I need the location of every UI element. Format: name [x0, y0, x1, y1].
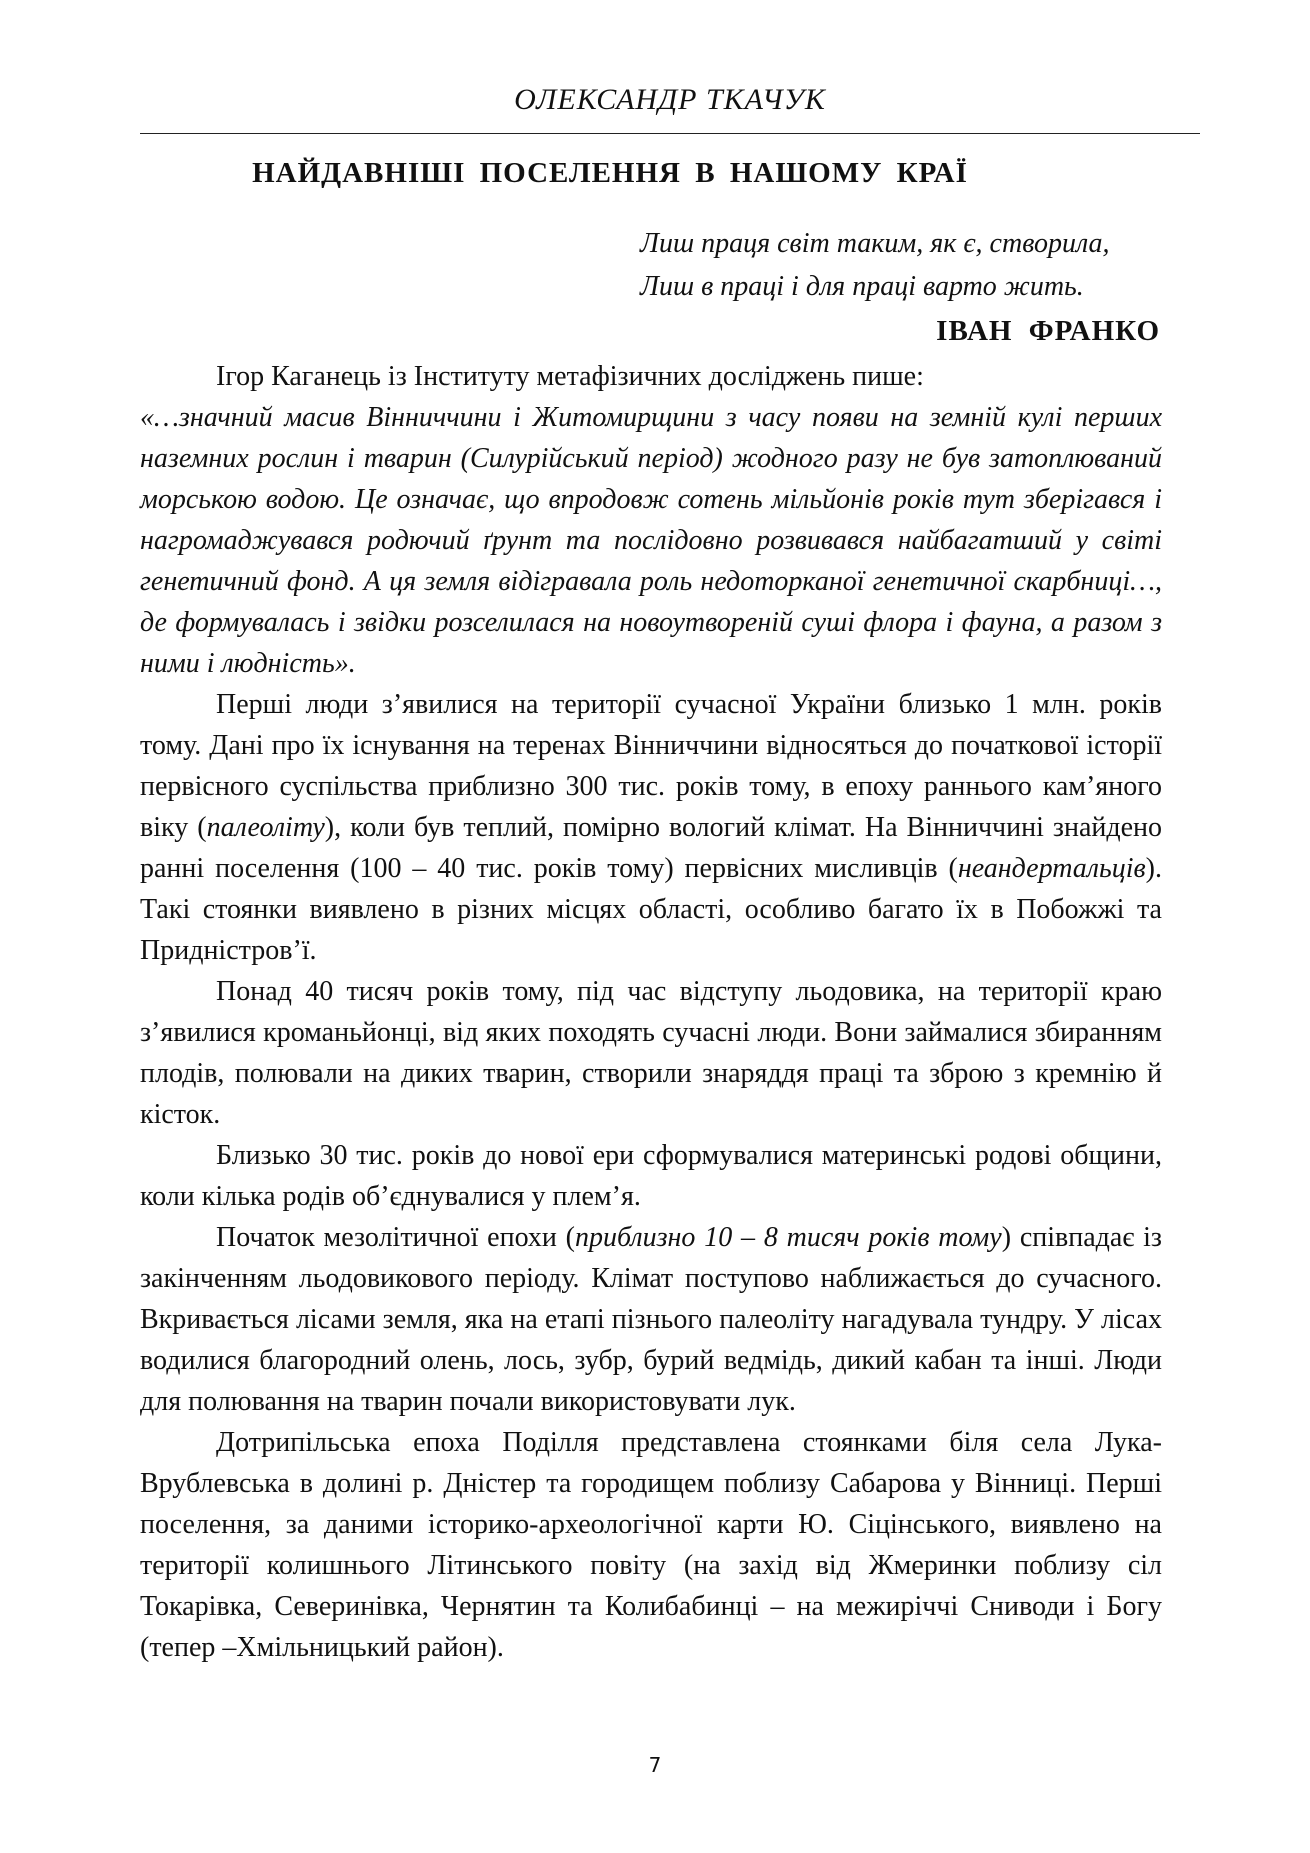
- paragraph-quote: «…значний масив Вінниччини і Житомирщини з часу появи на земній кулі перших наземних рослин і тварин (Силурійський період) жодного разу не був затоплюваний морською водою. Це означає, що впродовж сотень мільйонів років тут зберігався і нагромаджувався родючий ґрунт та послідовно розвивався найбагатший у світі генетичний фонд. А ця земля відігравала роль недоторканої генетичної скарбниці…, де формувалась і звідки розселилася на новоутвореній суші флора і фауна, а разом з ними і людність».: [140, 402, 1162, 679]
- paragraph-text-segment: ). Такі стоянки виявлено в різних місцях області, особливо багато їх в Побожжі та Придністров’ї.: [140, 853, 1162, 966]
- italic-term-dating: приблизно 10 – 8 тисяч років тому: [575, 1222, 1002, 1253]
- paragraph-intro: Ігор Каганець із Інституту метафізичних досліджень пише:: [216, 361, 924, 392]
- header-rule: [140, 133, 1200, 134]
- epigraph: [640, 222, 1160, 353]
- running-head-author: ОЛЕКСАНДР ТКАЧУК: [514, 83, 826, 116]
- paragraph-cro-magnons: Понад 40 тисяч років тому, під час відступу льодовика, на території краю з’явилися кроманьйонці, від яких походять сучасні люди. Вони займалися збиранням плодів, полювали на диких тварин, створили знаряддя праці та зброю з кремнію й кісток.: [140, 976, 1162, 1130]
- paragraph-first-people: [140, 684, 1162, 971]
- epigraph-line-2: Лиш в праці і для праці варто жить.: [640, 271, 1084, 302]
- paragraph-text-segment: ), коли був теплий, помірно вологий клімат. На Вінниччині знайдено ранні поселення (100 – 40 тис. років тому) первісних мисливців (: [140, 812, 1163, 884]
- paragraph-pre-trypillia: Дотрипільська епоха Поділля представлена стоянками біля села Лука-Врублевська в долині р. Дністер та городищем поблизу Сабарова у Вінниці. Перші поселення, за даними історико-археологічної карти Ю. Сіцінського, виявлено на території колишнього Літинського повіту (на захід від Жмеринки поблизу сіл Токарівка, Северинівка, Чернятин та Колибабинці – на межиріччі Сниводи і Богу (тепер –Хмільницький район).: [140, 1427, 1162, 1663]
- chapter-title: НАЙДАВНІШІ ПОСЕЛЕННЯ В НАШОМУ КРАЇ: [252, 157, 968, 189]
- epigraph-line-1: Лиш праця світ таким, як є, створила,: [640, 228, 1110, 259]
- paragraph-text-segment: Перші люди з’явилися на території сучасної України близько 1 млн. років тому. Дані про їх існування на теренах Вінниччини відносяться до початкової історії первісного суспільства приблизно 300 тис. років тому, в епоху раннього кам’яного віку (: [140, 689, 1162, 843]
- italic-term-neanderthals: неандертальців: [957, 853, 1146, 884]
- italic-term-paleolith: палеоліту: [206, 812, 325, 843]
- paragraph-communities: Близько 30 тис. років до нової ери сформувалися материнські родові общини, коли кілька родів об’єднувалися у плем’я.: [140, 1140, 1162, 1212]
- body-text: [140, 356, 1162, 1668]
- paragraph-text-segment: Початок мезолітичної епохи (: [216, 1222, 576, 1253]
- paragraph-mesolithic: [140, 1217, 1162, 1422]
- paragraph-text-segment: ) співпадає із закінченням льодовикового періоду. Клімат поступово наближається до сучасного. Вкривається лісами земля, яка на етапі пізнього палеоліту нагадувала тундру. У лісах водилися благородний олень, лось, зубр, бурий ведмідь, дикий кабан та інші. Люди для полювання на тварин почали використовувати лук.: [140, 1222, 1162, 1417]
- epigraph-author: ІВАН ФРАНКО: [936, 315, 1160, 347]
- page-number: 7: [648, 1753, 662, 1777]
